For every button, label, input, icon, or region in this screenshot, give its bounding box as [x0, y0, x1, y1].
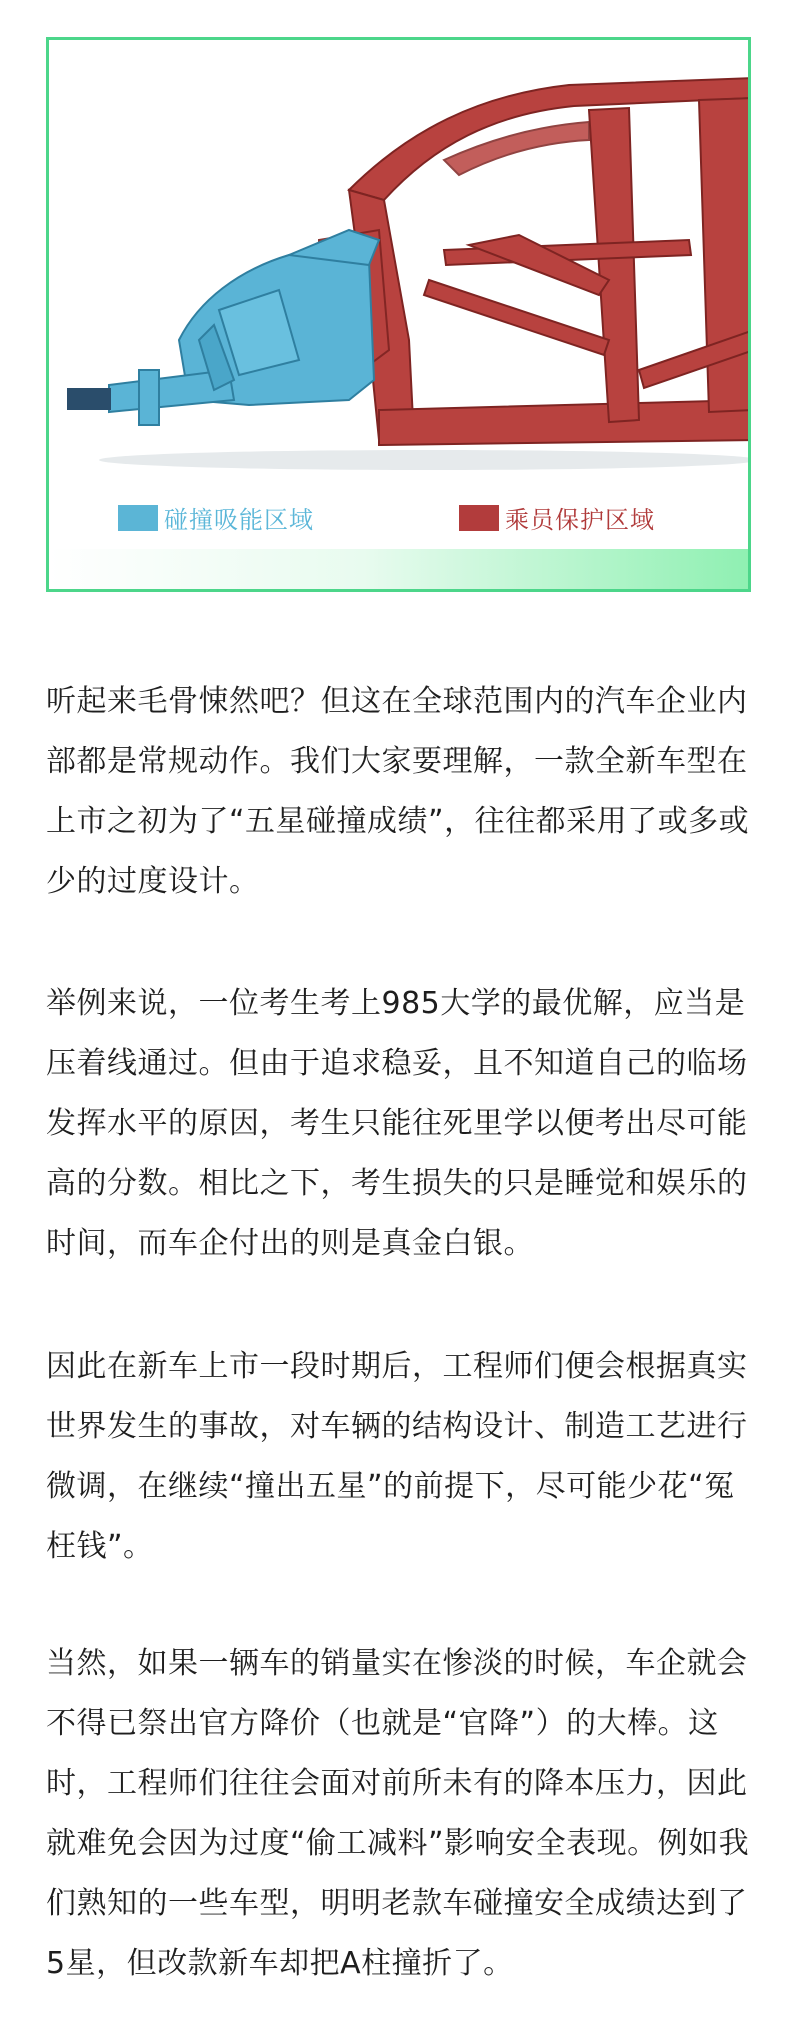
legend-occupant-protection	[459, 500, 655, 535]
legend-label-red: 乘员保护区域	[505, 506, 655, 534]
crash-absorption-structure	[109, 230, 379, 425]
ground-shadow	[99, 450, 751, 470]
occupant-protection-structure	[319, 78, 751, 445]
legend-swatch-red	[459, 505, 499, 531]
legend-crash-absorption	[118, 500, 314, 535]
legend-swatch-blue	[118, 505, 158, 531]
paragraph-2: 举例来说，一位考生考上985大学的最优解，应当是压着线通过。但由于追求稳妥，且不知道自己的临场发挥水平的原因，考生只能往死里学以便考出尽可能高的分数。相比之下，考生损失的只是睡觉和娱乐的时间，而车企付出的则是真金白银。	[46, 986, 748, 1261]
bumper-mount	[67, 388, 111, 410]
paragraph-3: 因此在新车上市一段时期后，工程师们便会根据真实世界发生的事故，对车辆的结构设计、制造工艺进行微调，在继续“撞出五星”的前提下，尽可能少花“冤枉钱”。	[46, 1349, 748, 1564]
paragraph-4: 当然，如果一辆车的销量实在惨淡的时候，车企就会不得已祭出官方降价（也就是“官降”）的大棒。这时，工程师们往往会面对前所未有的降本压力，因此就难免会因为过度“偷工减料”影响安全表现。例如我们熟知的一些车型，明明老款车碰撞安全成绩达到了5星，但改款新车却把A柱撞折了。	[46, 1646, 750, 1981]
paragraph-1: 听起来毛骨悚然吧？但这在全球范围内的汽车企业内部都是常规动作。我们大家要理解，一款全新车型在上市之初为了“五星碰撞成绩”，往往都采用了或多或少的过度设计。	[46, 684, 750, 899]
figure-gradient-band	[49, 549, 748, 589]
car-structure-figure	[46, 37, 751, 592]
legend-label-blue: 碰撞吸能区域	[164, 506, 314, 534]
